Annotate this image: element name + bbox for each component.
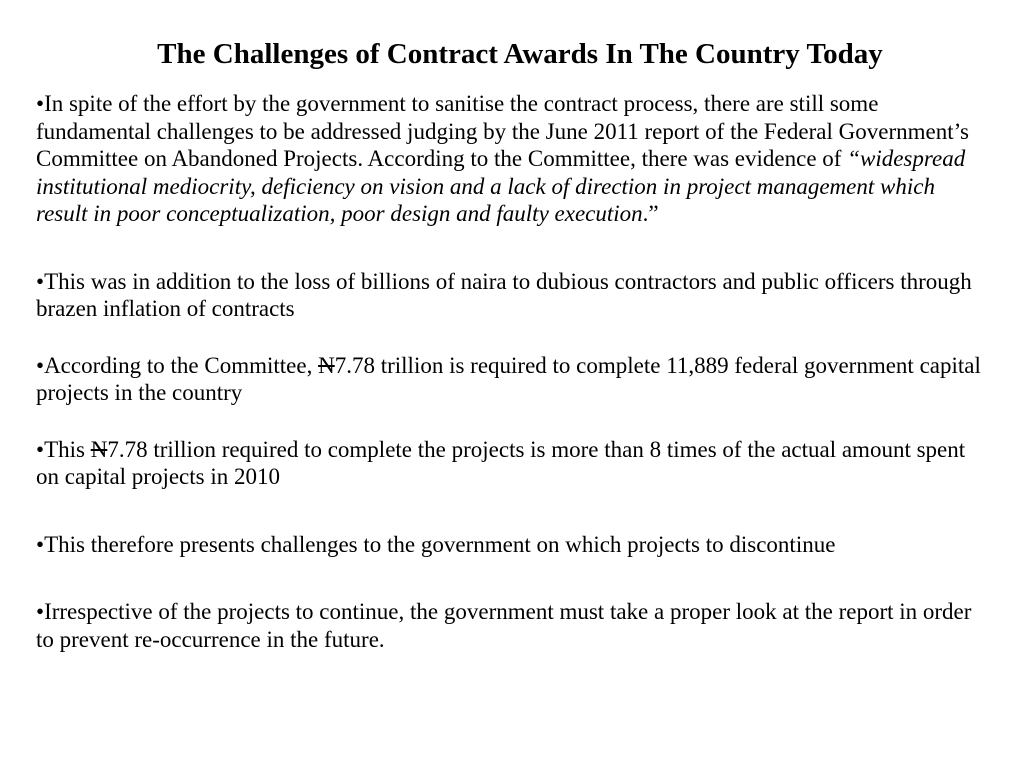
bullet-3-text: According to the Committee, <box>44 352 319 378</box>
bullet-list <box>36 90 986 653</box>
bullet-3-text-end: 7.78 trillion is required to complete 11,889 federal government capital projects in the country <box>36 352 981 405</box>
bullet-marker: • <box>36 268 45 294</box>
bullet-1-text-end: .” <box>642 201 659 226</box>
bullet-marker: • <box>36 352 45 378</box>
bullet-item-6 <box>36 598 986 653</box>
bullet-marker: • <box>36 531 45 557</box>
bullet-4-text-end: 7.78 trillion required to complete the projects is more than 8 times of the actual amount spent on capital projects in 2010 <box>36 436 966 489</box>
bullet-2-text: This was in addition to the loss of billions of naira to dubious contractors and public officers through brazen inflation of contracts <box>36 268 972 321</box>
bullet-item-4 <box>36 436 986 491</box>
naira-symbol: N <box>318 352 335 378</box>
bullet-5-text: This therefore presents challenges to the government on which projects to discontinue <box>44 531 836 557</box>
bullet-marker: • <box>36 599 45 624</box>
bullet-1-text: In spite of the effort by the government to sanitise the contract process, there are still some fundamental challenges to be addressed judging by the June 2011 report of the Federal Government’s Committee on Abandoned Projects. According to the Committee, there was evidence of <box>36 91 969 171</box>
bullet-item-3 <box>36 352 986 407</box>
bullet-marker: • <box>36 91 45 116</box>
bullet-item-1 <box>36 90 986 228</box>
bullet-item-5 <box>36 531 986 559</box>
naira-symbol: N <box>90 436 108 462</box>
bullet-marker: • <box>36 436 45 462</box>
bullet-6-text: Irrespective of the projects to continue, the government must take a proper look at the report in order to prevent re-occurrence in the future. <box>36 599 972 652</box>
bullet-4-text: This <box>44 436 91 462</box>
bullet-1-quote: “widespread institutional mediocrity, deficiency on vision and a lack of direction in project management which result in poor conceptualization, poor design and faulty execution <box>36 146 966 226</box>
slide-title: The Challenges of Contract Awards In The Country Today <box>157 38 883 70</box>
bullet-item-2 <box>36 268 986 323</box>
